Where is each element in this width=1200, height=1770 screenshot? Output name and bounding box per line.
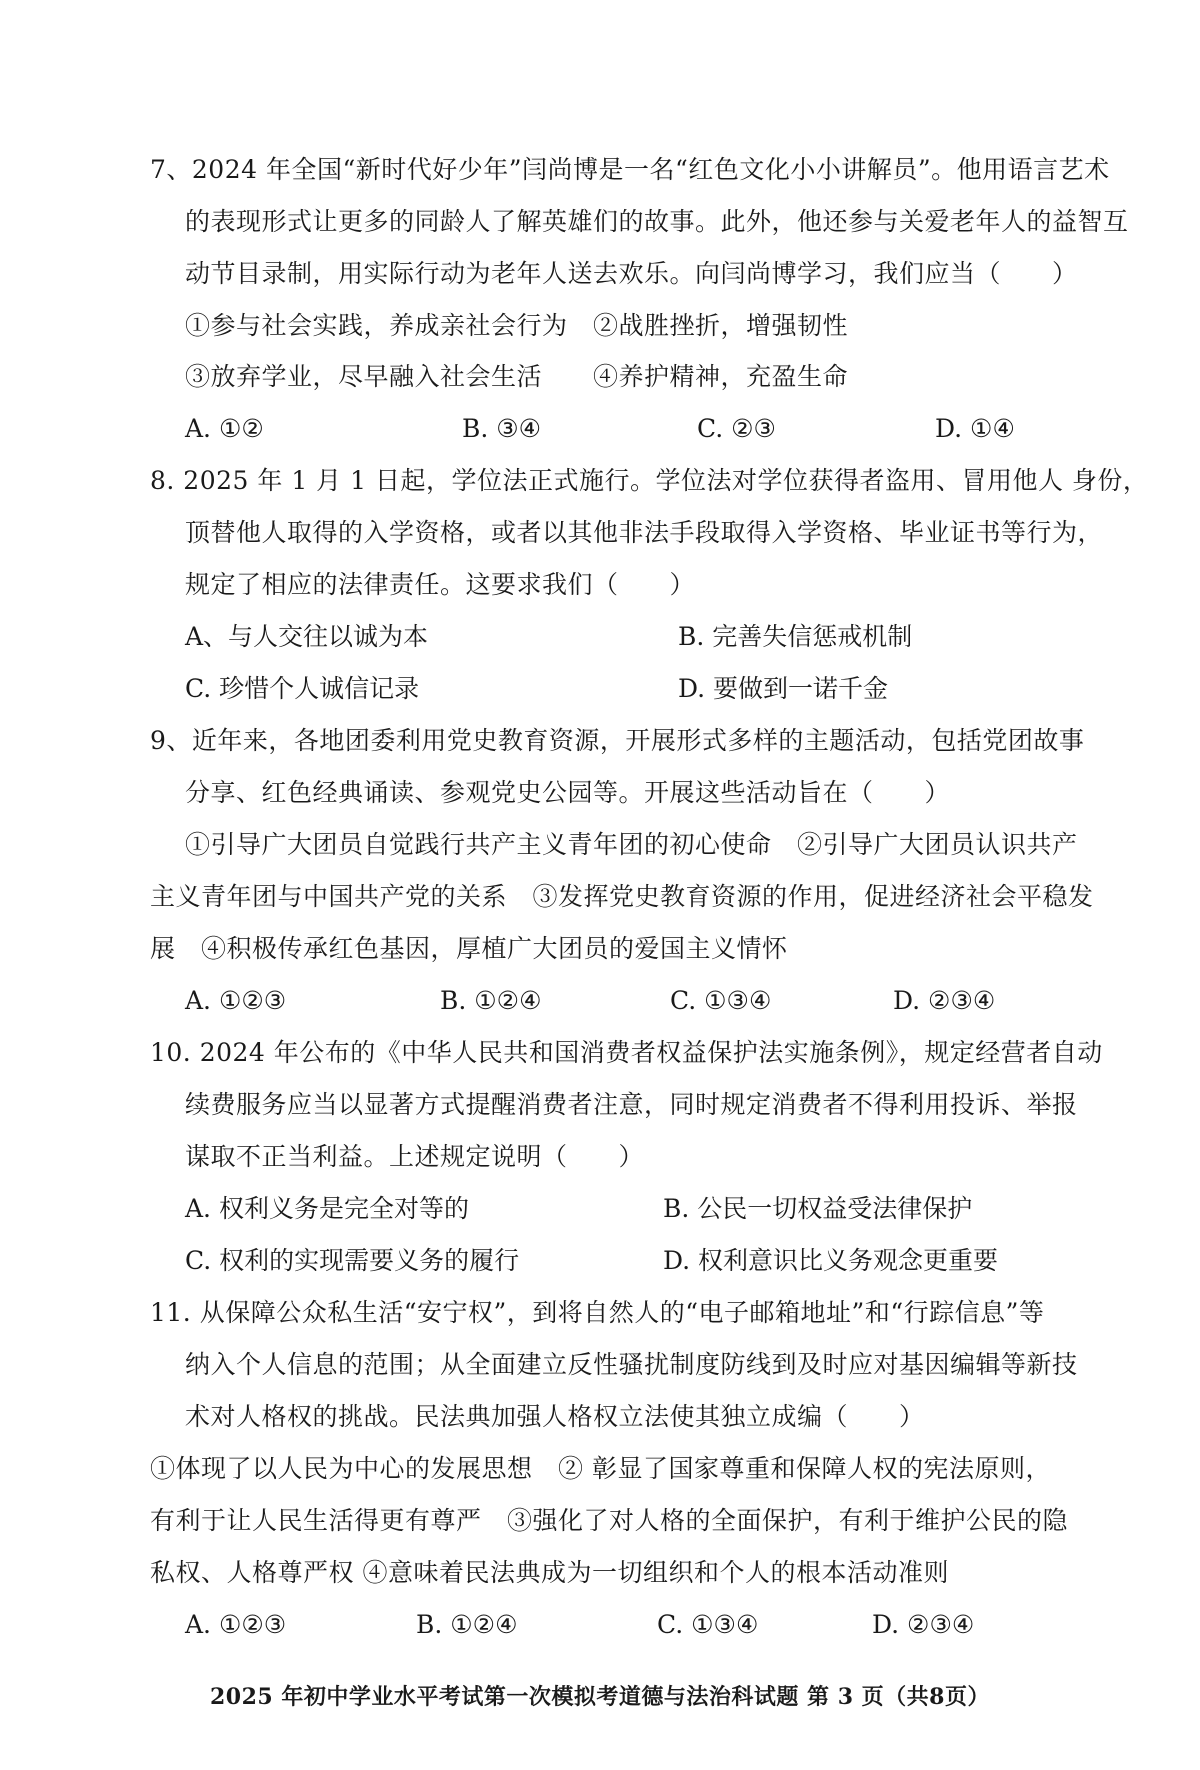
page-footer: 2025 年初中学业水平考试第一次模拟考道德与法治科试题 第 3 页（共8页） [210, 1684, 990, 1710]
q11-stem-line-2: 纳入个人信息的范围；从全面建立反性骚扰制度防线到及时应对基因编辑等新技 [185, 1350, 1078, 1379]
q9-option-d: D. ②③④ [893, 986, 996, 1015]
q10-option-a: A. 权利义务是完全对等的 [185, 1194, 469, 1223]
q7-statement-line-2: ③放弃学业，尽早融入社会生活 ④养护精神，充盈生命 [185, 362, 849, 391]
q9-stem-line-1: 9、近年来，各地团委利用党史教育资源，开展形式多样的主题活动，包括党团故事 [150, 726, 1085, 755]
q11-option-c: C. ①③④ [657, 1610, 759, 1639]
q10-stem-line-1: 10. 2024 年公布的《中华人民共和国消费者权益保护法实施条例》，规定经营者自动 [150, 1038, 1103, 1067]
q7-option-c: C. ②③ [697, 414, 776, 443]
q9-stem-line-2: 分享、红色经典诵读、参观党史公园等。开展这些活动旨在（ ） [185, 778, 951, 807]
q7-option-b: B. ③④ [462, 414, 542, 443]
q7-stem-line-1: 7、2024 年全国“新时代好少年”闫尚博是一名“红色文化小小讲解员”。他用语言艺术 [150, 155, 1110, 184]
q11-stem-line-3: 术对人格权的挑战。民法典加强人格权立法使其独立成编（ ） [185, 1402, 925, 1431]
q9-option-a: A. ①②③ [185, 986, 287, 1015]
q10-stem-line-3: 谋取不正当利益。上述规定说明（ ） [185, 1142, 645, 1171]
q10-stem-line-2: 续费服务应当以显著方式提醒消费者注意，同时规定消费者不得利用投诉、举报 [185, 1090, 1078, 1119]
q7-option-a: A. ①② [185, 414, 264, 443]
q7-statement-line-1: ①参与社会实践，养成亲社会行为 ②战胜挫折，增强韧性 [185, 311, 849, 340]
q8-option-c: C. 珍惜个人诚信记录 [185, 674, 420, 703]
q8-stem-line-3: 规定了相应的法律责任。这要求我们（ ） [185, 570, 696, 599]
q9-statement-line-2: 主义青年团与中国共产党的关系 ③发挥党史教育资源的作用，促进经济社会平稳发 [150, 882, 1094, 911]
q8-option-d: D. 要做到一诺千金 [678, 674, 889, 703]
q9-statement-line-3: 展 ④积极传承红色基因，厚植广大团员的爱国主义情怀 [150, 934, 788, 963]
q11-option-b: B. ①②④ [416, 1610, 518, 1639]
q11-statement-line-1: ①体现了以人民为中心的发展思想 ② 彰显了国家尊重和保障人权的宪法原则， [150, 1454, 1051, 1483]
q7-stem-line-2: 的表现形式让更多的同龄人了解英雄们的故事。此外，他还参与关爱老年人的益智互 [185, 207, 1129, 236]
q8-option-a: A、与人交往以诚为本 [185, 622, 429, 651]
q9-option-b: B. ①②④ [440, 986, 542, 1015]
q7-stem-line-3: 动节目录制，用实际行动为老年人送去欢乐。向闫尚博学习，我们应当（ ） [185, 259, 1078, 288]
q11-statement-line-2: 有利于让人民生活得更有尊严 ③强化了对人格的全面保护，有利于维护公民的隐 [150, 1506, 1069, 1535]
q10-option-b: B. 公民一切权益受法律保护 [663, 1194, 973, 1223]
q8-stem-line-1: 8. 2025 年 1 月 1 日起，学位法正式施行。学位法对学位获得者盗用、冒用他人 身份， [150, 466, 1149, 495]
q7-option-d: D. ①④ [935, 414, 1015, 443]
q11-stem-line-1: 11. 从保障公众私生活“安宁权”，到将自然人的“电子邮箱地址”和“行踪信息”等 [150, 1298, 1045, 1327]
q11-option-d: D. ②③④ [872, 1610, 975, 1639]
q8-stem-line-2: 顶替他人取得的入学资格，或者以其他非法手段取得入学资格、毕业证书等行为， [185, 518, 1104, 547]
q8-option-b: B. 完善失信惩戒机制 [678, 622, 913, 651]
q11-option-a: A. ①②③ [185, 1610, 287, 1639]
q9-option-c: C. ①③④ [670, 986, 772, 1015]
q10-option-d: D. 权利意识比义务观念更重要 [663, 1246, 999, 1275]
q11-statement-line-3: 私权、人格尊严权 ④意味着民法典成为一切组织和个人的根本活动准则 [150, 1558, 949, 1587]
q10-option-c: C. 权利的实现需要义务的履行 [185, 1246, 520, 1275]
q9-statement-line-1: ①引导广大团员自觉践行共产主义青年团的初心使命 ②引导广大团员认识共产 [185, 830, 1078, 859]
